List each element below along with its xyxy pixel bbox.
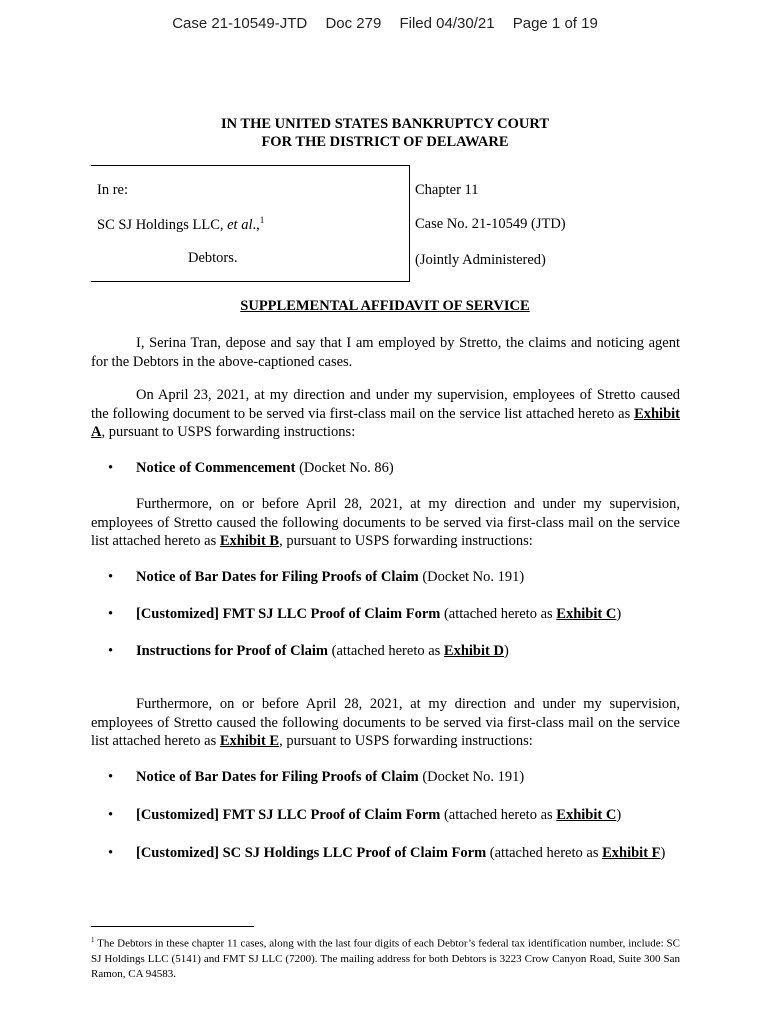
footnote-text: The Debtors in these chapter 11 cases, along with the last four digits of each Debtor’s federal tax identification number, include: SC SJ Holdings LLC (5141) and FMT SJ LLC (7200). The mailing address for both Debtors is 3223 Crow Canyon Road, Suite 300 San Ramon, CA 94583. [91, 937, 680, 980]
exhibit-c-reference: Exhibit C [556, 807, 617, 823]
caption-jointly-administered: (Jointly Administered) [415, 252, 546, 268]
bullet-item-title: Notice of Commencement [136, 460, 296, 476]
bullet-item-title: Notice of Bar Dates for Filing Proofs of Claim [136, 769, 419, 785]
bullet-item-detail: (attached hereto as [327, 643, 444, 659]
bullet-item-title: [Customized] FMT SJ LLC Proof of Claim Form [136, 807, 441, 823]
caption-chapter: Chapter 11 [415, 182, 479, 198]
bullet-item-detail: (attached hereto as [440, 807, 557, 823]
bullet-item-title: Instructions for Proof of Claim [136, 643, 328, 659]
bullet-item-tail: ) [616, 606, 622, 622]
paragraph-employment-text: I, Serina Tran, depose and say that I am employed by Stretto, the claims and noticing agent for the Debtors in the above-captioned cases. [91, 335, 680, 370]
paragraph-exhibit-a [91, 386, 680, 442]
paragraph-exhibit-a-tail: , pursuant to USPS forwarding instructions: [101, 424, 356, 440]
filed-date-stamp: Filed 04/30/21 [399, 15, 495, 32]
doc-number-stamp: Doc 279 [325, 15, 382, 32]
bullet-dot: • [108, 569, 114, 585]
bullet-item-tail: ) [660, 845, 666, 861]
debtor-name-text: SC SJ Holdings LLC, [97, 216, 228, 233]
document-title: SUPPLEMENTAL AFFIDAVIT OF SERVICE [240, 298, 530, 314]
et-al-suffix: ., [252, 216, 260, 233]
bullet-item-tail: ) [616, 807, 622, 823]
bullet-item-title: [Customized] FMT SJ LLC Proof of Claim Form [136, 606, 441, 622]
bullet-item-detail: (Docket No. 191) [418, 569, 525, 585]
court-heading [0, 115, 770, 151]
paragraph-exhibit-e-tail: , pursuant to USPS forwarding instructions: [279, 733, 533, 749]
footnote-number: 1 [91, 936, 95, 944]
exhibit-e-reference: Exhibit E [219, 733, 280, 749]
et-al-text: et al [227, 216, 253, 233]
footnote [91, 933, 680, 982]
bullet-item-tail: ) [503, 643, 509, 659]
court-name: IN THE UNITED STATES BANKRUPTCY COURT [220, 116, 550, 132]
caption-debtors-label: Debtors. [188, 250, 238, 266]
caption-case-number: Case No. 21-10549 (JTD) [415, 216, 566, 232]
footnote-divider [91, 926, 254, 927]
bullet-dot: • [108, 807, 114, 823]
bullet-dot: • [108, 606, 114, 622]
bullet-dot: • [108, 643, 114, 659]
caption-in-re: In re: [97, 182, 128, 198]
case-number-stamp: Case 21-10549-JTD [172, 15, 308, 32]
bullet-item-title: Notice of Bar Dates for Filing Proofs of Claim [136, 569, 419, 585]
bullet-item-detail: (attached hereto as [440, 606, 557, 622]
bullet-item-detail: (Docket No. 86) [295, 460, 394, 476]
caption-debtor-name [97, 215, 264, 234]
paragraph-exhibit-e [91, 695, 680, 751]
exhibit-f-reference: Exhibit F [602, 845, 661, 861]
court-district: FOR THE DISTRICT OF DELAWARE [261, 134, 509, 150]
paragraph-exhibit-a-text: On April 23, 2021, at my direction and under my supervision, employees of Stretto caused the following document to be served via first-class mail on the service list attached hereto as [91, 387, 680, 422]
page-number-stamp: Page 1 of 19 [512, 15, 598, 32]
bullet-dot: • [108, 769, 114, 785]
ecf-header-stamp [0, 15, 770, 32]
bullet-item-detail: (Docket No. 191) [418, 769, 525, 785]
footnote-reference-mark: 1 [259, 215, 265, 225]
paragraph-employment [91, 334, 680, 371]
bullet-dot: • [108, 845, 114, 861]
exhibit-a-reference: Exhibit A [91, 405, 680, 440]
paragraph-exhibit-e-text: Furthermore, on or before April 28, 2021, at my direction and under my supervision, employees of Stretto caused the following documents to be served via first-class mail on the service list attached hereto as [91, 696, 680, 749]
bullet-item-title: [Customized] SC SJ Holdings LLC Proof of Claim Form [136, 845, 487, 861]
paragraph-exhibit-b [91, 495, 680, 551]
exhibit-c-reference: Exhibit C [556, 606, 617, 622]
bullet-item-detail: (attached hereto as [486, 845, 603, 861]
paragraph-exhibit-b-text: Furthermore, on or before April 28, 2021, at my direction and under my supervision, employees of Stretto caused the following documents to be served via first-class mail on the service list attached hereto as [91, 496, 680, 549]
bullet-dot: • [108, 460, 114, 476]
exhibit-d-reference: Exhibit D [443, 643, 504, 659]
exhibit-b-reference: Exhibit B [219, 533, 280, 549]
paragraph-exhibit-b-tail: , pursuant to USPS forwarding instructions: [279, 533, 533, 549]
